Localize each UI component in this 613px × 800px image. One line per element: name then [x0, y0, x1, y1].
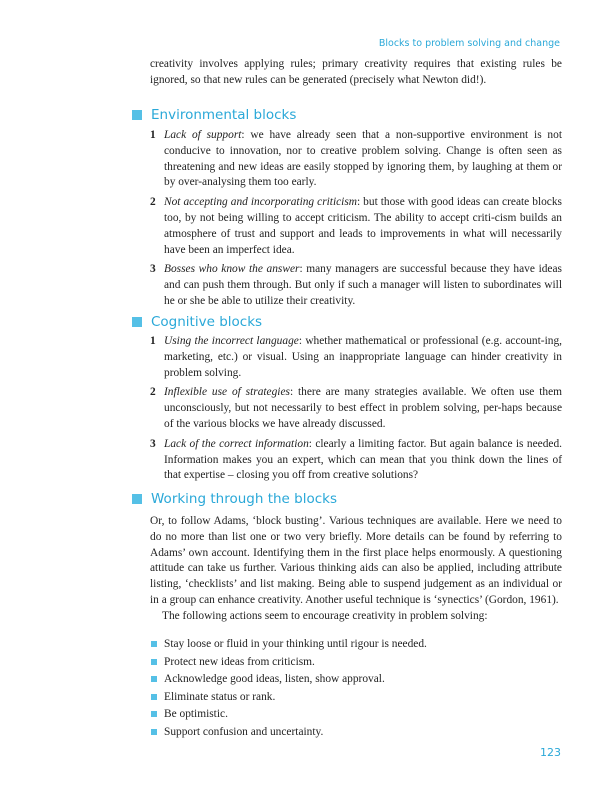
page-number: 123 — [540, 746, 561, 759]
list-item: 1 Lack of support: we have already seen that a non-supportive environment is not conducive to innovation, nor to creative problem solving. Change is often seen as threatening and new ideas are easily stopped by ignoring them, by laughing at them or by over-analysing them too early. — [150, 129, 562, 189]
list-item: 3 Lack of the correct information: clearly a limiting factor. But again balance is needed. Information makes you an expert, which can mean that you think down the lines of that expertise – closing you off from creative solutions? — [150, 437, 562, 482]
list-item: 3 Bosses who know the answer: many managers are successful because they have ideas and can push them through. But only if such a manager will listen to subordinates will he or she be able to utilize their creativity. — [150, 263, 562, 307]
cognitive-blocks-list — [150, 334, 562, 488]
section-heading-working-through: Working through the blocks — [132, 491, 337, 507]
list-item: 1 Using the incorrect language: whether mathematical or professional (e.g. account-ing, marketing, etc.) or visual. Using an inappropriate language can hinder creativity in problem solving. — [150, 335, 562, 379]
heading-square-icon — [132, 494, 142, 504]
body-paragraph: Or, to follow Adams, ‘block busting’. Various techniques are available. Here we need to do no more than list one or two very briefly. More details can be found by referring to Adams’ own account. Identifying them in the first place helps enormously. A questioning attitude can take us further. Various thinking aids can also be applied, including attribute listing, ‘checklists’ and list making. Being able to suspend judgement as an individual or in a group can enhance creativity. Another useful technique is ‘synectics’ (Gordon, 1961). — [150, 515, 562, 606]
section-heading-cognitive: Cognitive blocks — [132, 314, 262, 330]
list-item: Acknowledge good ideas, listen, show approval. — [150, 672, 562, 690]
bullet-square-icon — [151, 729, 157, 735]
bullet-square-icon — [151, 711, 157, 717]
list-item: Eliminate status or rank. — [150, 690, 562, 708]
list-item: 2 Not accepting and incorporating criticism: but those with good ideas can create blocks too, by not being willing to accept criticism. The ability to accept criti-cism builds an atmosphere of trust and support and leads to improvements in what will necessarily have been an imperfect idea. — [150, 196, 562, 256]
creativity-actions-list — [150, 637, 562, 743]
section-heading-environmental: Environmental blocks — [132, 107, 296, 123]
heading-square-icon — [132, 110, 142, 120]
list-item: Support confusion and uncertainty. — [150, 725, 562, 743]
list-item: 2 Inflexible use of strategies: there are many strategies available. We often use them unconsciously, but not necessarily to best effect in problem solving, per-haps because of the various blocks we have already discussed. — [150, 386, 562, 430]
running-head: Blocks to problem solving and change — [378, 38, 560, 49]
continuation-paragraph: creativity involves applying rules; primary creativity requires that existing rules be ignored, so that new rules can be generated (precisely what Newton did!). — [150, 58, 562, 86]
body-paragraph-lead-in: The following actions seem to encourage creativity in problem solving: — [162, 609, 488, 622]
bullet-square-icon — [151, 659, 157, 665]
working-through-paragraph — [150, 514, 562, 625]
environmental-blocks-list — [150, 128, 562, 314]
bullet-square-icon — [151, 641, 157, 647]
list-item: Protect new ideas from criticism. — [150, 655, 562, 673]
bullet-square-icon — [151, 676, 157, 682]
list-item: Stay loose or fluid in your thinking until rigour is needed. — [150, 637, 562, 655]
heading-square-icon — [132, 317, 142, 327]
list-item: Be optimistic. — [150, 707, 562, 725]
bullet-square-icon — [151, 694, 157, 700]
